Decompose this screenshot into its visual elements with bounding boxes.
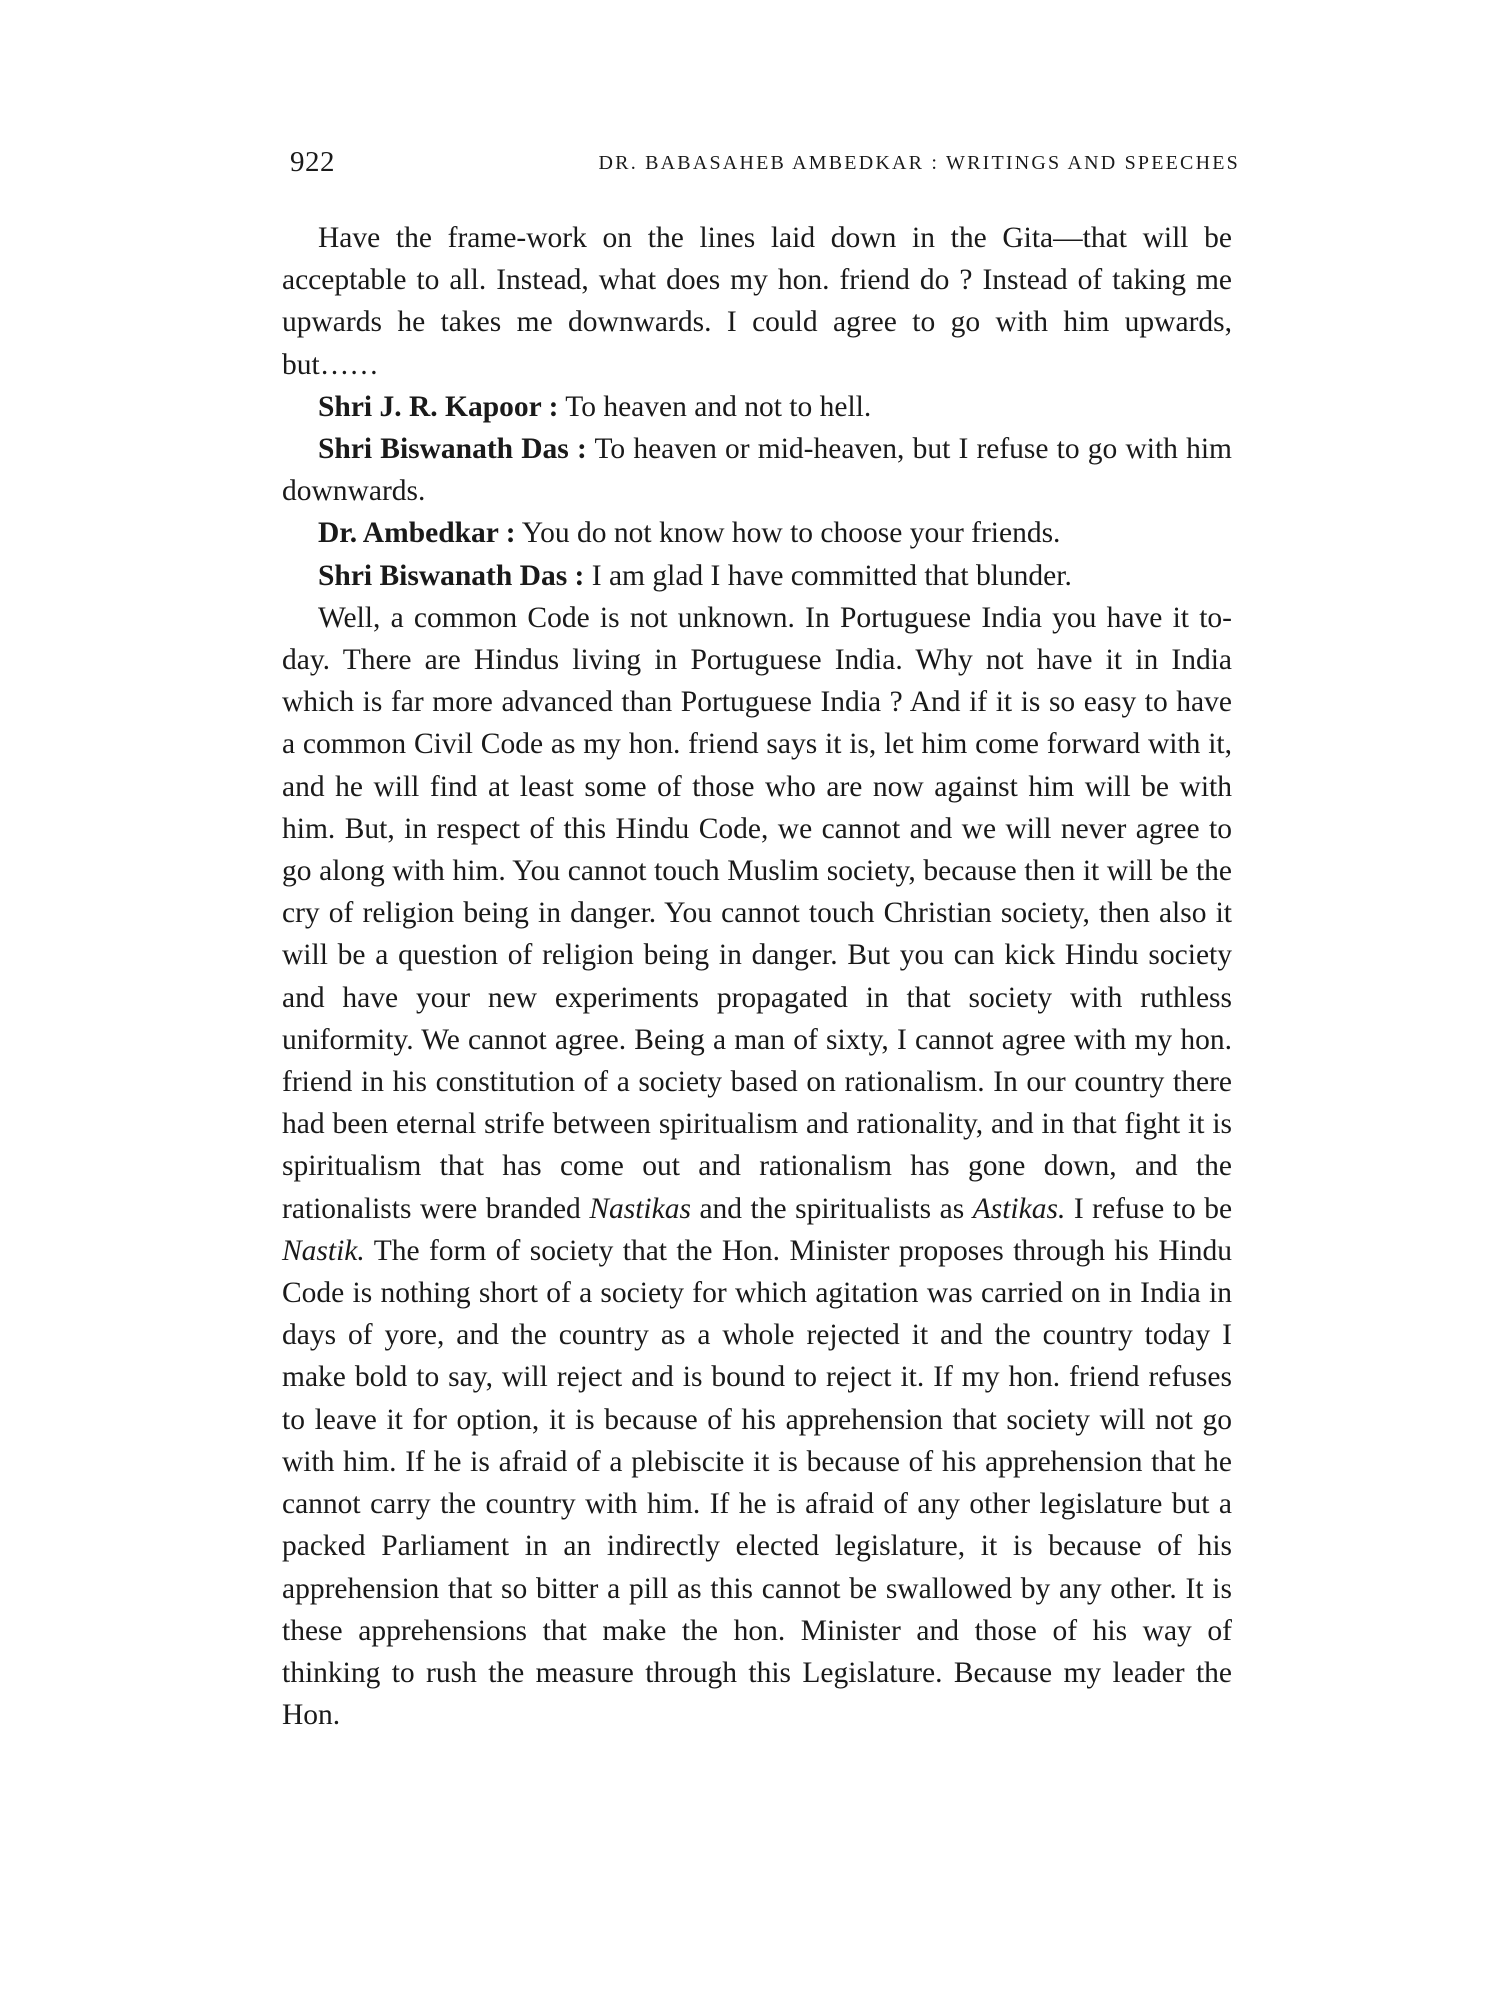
speech-text: The form of society that the Hon. Minister proposes through his Hindu Code is nothing short of a society for which agitation was carried on in India in days of yore, and the country as a whole rejected it and the country today I make bold to say, will reject and is bound to reject it. If my hon. friend refuses to leave it for option, it is because of his apprehension that society will not go with him. If he is afraid of a plebiscite it is because of his apprehension that he cannot carry the country with him. If he is afraid of any other legislature but a packed Parliament in an indirectly elected legislature, it is because of his apprehension that so bitter a pill as this cannot be swallowed by any other. It is these apprehensions that make the hon. Minister and those of his way of thinking to rush the measure through this Legislature. Because my leader the Hon. xyxy=(282,1234,1232,1732)
paragraph-text: Have the frame-work on the lines laid down in the Gita—that will be acceptable to all. Instead, what does my hon. friend do ? Instead of taking me upwards he takes me downwards. I could agree to go with him upwards, but…… xyxy=(282,222,1232,381)
speech-text: I refuse to be xyxy=(1073,1192,1233,1225)
speaker-name: Dr. Ambedkar : xyxy=(318,517,516,550)
running-head xyxy=(290,146,1240,186)
paragraph-ambedkar xyxy=(282,512,1232,554)
speech-text: To heaven or mid-heaven, but I refuse to go with him downwards. xyxy=(282,433,1232,508)
paragraph-common-code xyxy=(282,597,1232,1736)
paragraph-biswanath-das-2 xyxy=(282,555,1232,597)
speaker-name: Shri J. R. Kapoor : xyxy=(318,390,559,423)
body-text xyxy=(282,217,1232,1736)
italic-term: Nastikas xyxy=(589,1192,691,1225)
speech-text: To heaven and not to hell. xyxy=(565,390,872,423)
paragraph-biswanath-das-1 xyxy=(282,428,1232,512)
speech-text: I am glad I have committed that blunder. xyxy=(591,559,1072,592)
paragraph-opening xyxy=(282,217,1232,386)
speech-text: and the spiritualists as xyxy=(699,1192,965,1225)
speaker-name: Shri Biswanath Das : xyxy=(318,433,587,466)
speaker-name: Shri Biswanath Das : xyxy=(318,559,585,592)
page-number: 922 xyxy=(290,146,335,178)
speech-text: You do not know how to choose your friends. xyxy=(521,517,1061,550)
speech-text: Well, a common Code is not unknown. In Portuguese India you have it to-day. There are Hindus living in Portuguese India. Why not have it in India which is far more advanced than Portuguese India ? And if it is so easy to have a common Civil Code as my hon. friend says it is, let him come forward with it, and he will find at least some of those who are now against him will be with him. But, in respect of this Hindu Code, we cannot and we will never agree to go along with him. You cannot touch Muslim society, because then it will be the cry of religion being in danger. You cannot touch Christian society, then also it will be a question of religion being in danger. But you can kick Hindu society and have your new experiments propagated in that society with ruthless uniformity. We cannot agree. Being a man of sixty, I cannot agree with my hon. friend in his constitution of a society based on rationalism. In our country there had been eternal strife between spiritualism and rationality, and in that fight it is spiritualism that has come out and rationalism has gone down, and the rationalists were branded xyxy=(282,601,1232,1225)
italic-term: Astikas. xyxy=(972,1192,1066,1225)
italic-term: Nastik. xyxy=(282,1234,365,1267)
paragraph-kapoor xyxy=(282,386,1232,428)
running-title: DR. BABASAHEB AMBEDKAR : WRITINGS AND SPEECHES xyxy=(598,152,1240,174)
